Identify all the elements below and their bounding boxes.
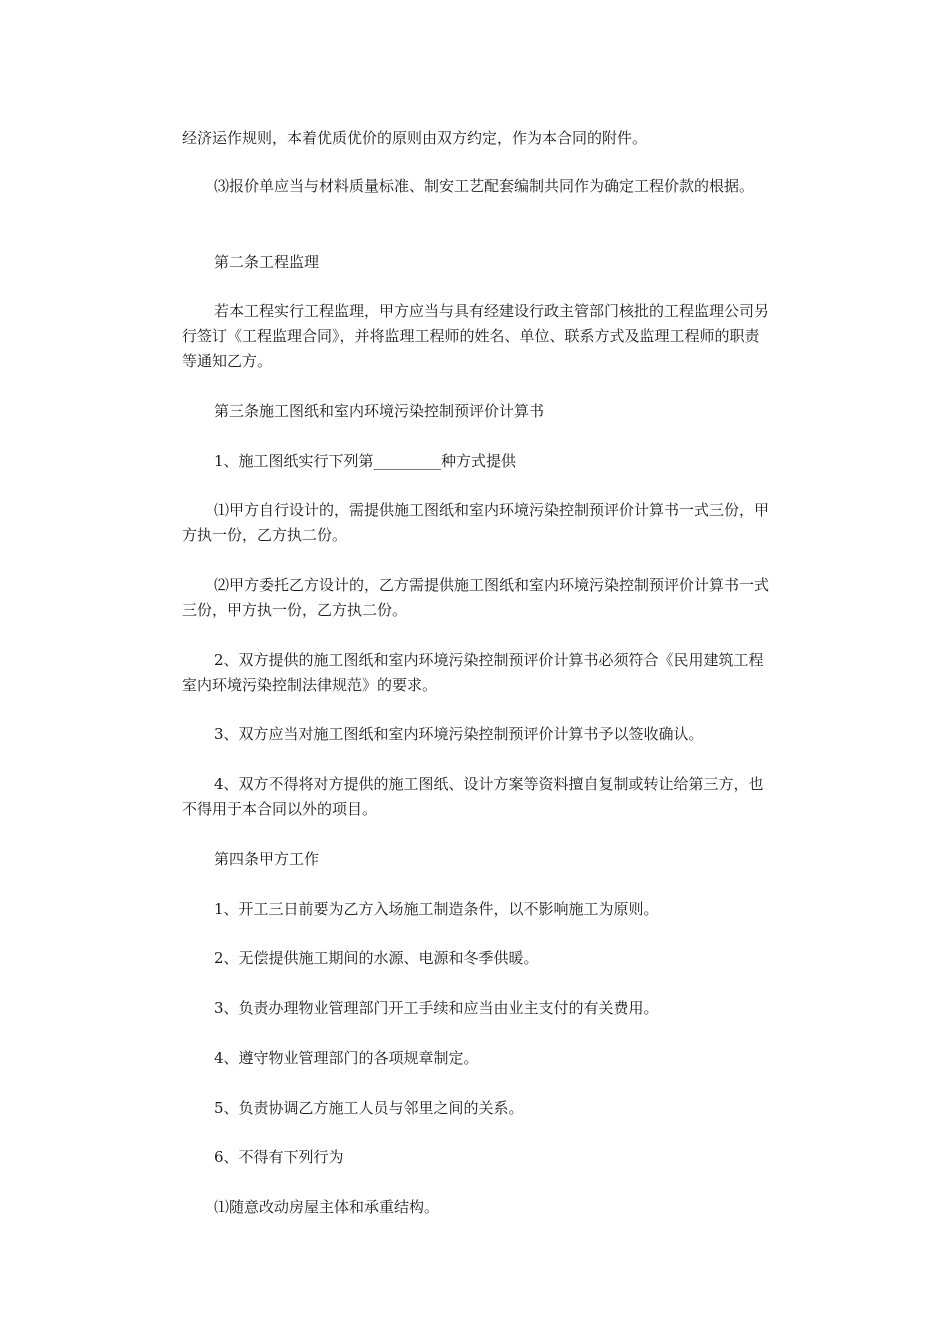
paragraph: 2、双方提供的施工图纸和室内环境污染控制预评价计算书必须符合《民用建筑工程室内环境污染控制法律规范》的要求。 xyxy=(182,651,764,694)
paragraph: 2、无偿提供施工期间的水源、电源和冬季供暖。 xyxy=(214,949,539,967)
paragraph: ⑴甲方自行设计的，需提供施工图纸和室内环境污染控制预评价计算书一式三份，甲方执一份，乙方执二份。 xyxy=(182,501,770,544)
paragraph: 1、开工三日前要为乙方入场施工制造条件，以不影响施工为原则。 xyxy=(214,900,659,918)
paragraph: ⑴随意改动房屋主体和承重结构。 xyxy=(214,1198,440,1216)
paragraph: ⑶报价单应当与材料质量标准、制安工艺配套编制共同作为确定工程价款的根据。 xyxy=(214,177,755,195)
section-heading: 第四条甲方工作 xyxy=(214,850,320,868)
paragraph: 6、不得有下列行为 xyxy=(214,1148,344,1166)
section-heading: 第三条施工图纸和室内环境污染控制预评价计算书 xyxy=(214,402,545,420)
paragraph: 1、施工图纸实行下列第_________种方式提供 xyxy=(214,452,517,470)
paragraph: 3、双方应当对施工图纸和室内环境污染控制预评价计算书予以签收确认。 xyxy=(214,725,704,743)
paragraph: 4、双方不得将对方提供的施工图纸、设计方案等资料擅自复制或转让给第三方，也不得用于本合同以外的项目。 xyxy=(182,775,764,818)
paragraph: ⑵甲方委托乙方设计的，乙方需提供施工图纸和室内环境污染控制预评价计算书一式三份，甲方执一份，乙方执二份。 xyxy=(182,576,770,619)
paragraph: 5、负责协调乙方施工人员与邻里之间的关系。 xyxy=(214,1099,524,1117)
paragraph: 3、负责办理物业管理部门开工手续和应当由业主支付的有关费用。 xyxy=(214,999,659,1017)
section-heading: 第二条工程监理 xyxy=(214,253,320,271)
paragraph: 若本工程实行工程监理，甲方应当与具有经建设行政主管部门核批的工程监理公司另行签订《工程监理合同》，并将监理工程师的姓名、单位、联系方式及监理工程师的职责等通知乙方。 xyxy=(182,302,770,370)
paragraph: 经济运作规则，本着优质优价的原则由双方约定，作为本合同的附件。 xyxy=(182,129,648,147)
paragraph: 4、遵守物业管理部门的各项规章制定。 xyxy=(214,1049,479,1067)
